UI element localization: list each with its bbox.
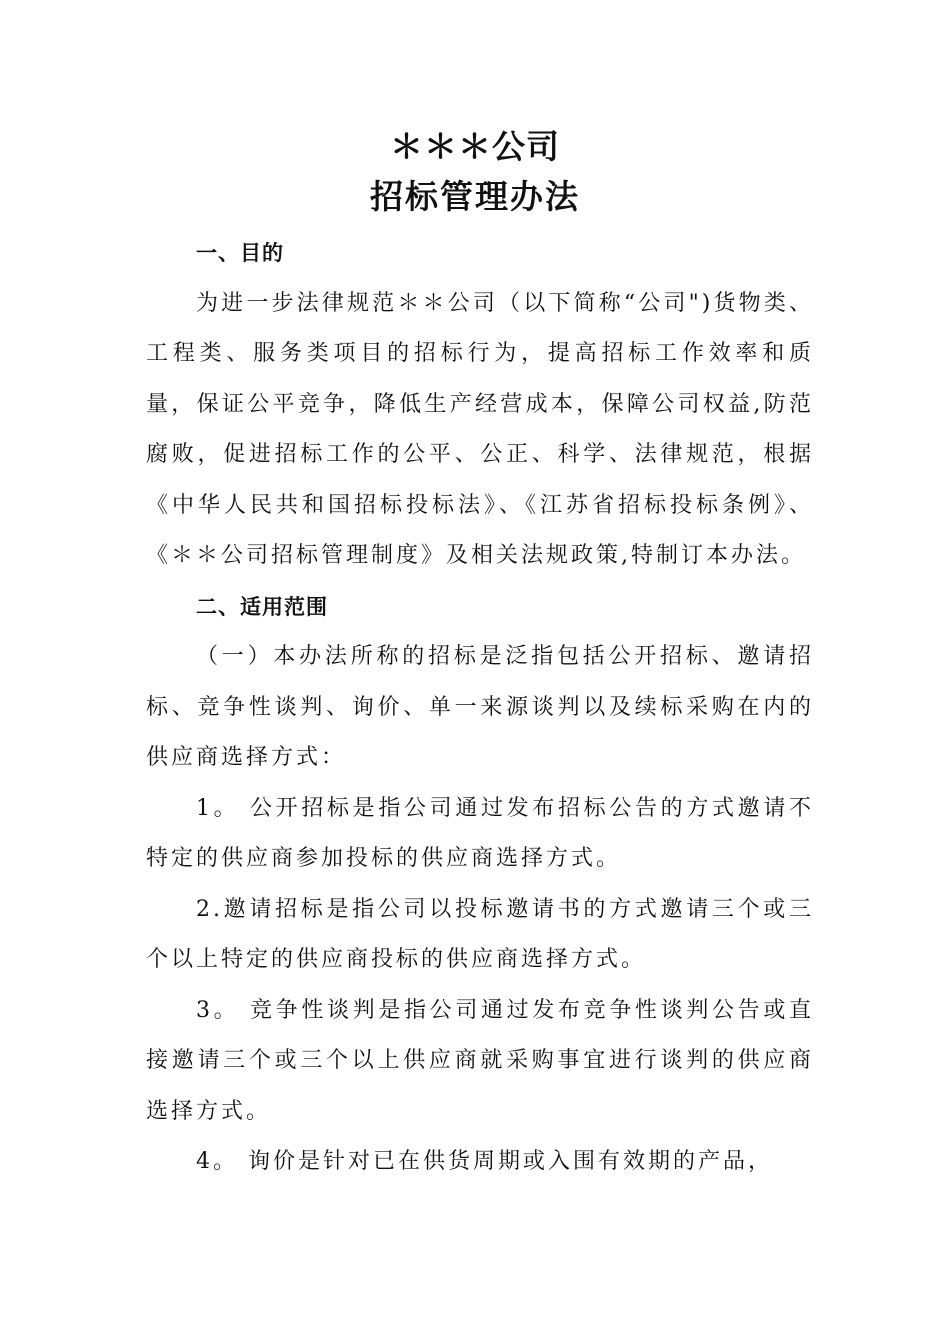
paragraph-scope-intro: （一）本办法所称的招标是泛指包括公开招标、邀请招标、竞争性谈判、询价、单一来源谈判以及续标采购在内的供应商选择方式： — [146, 644, 814, 770]
section-heading-purpose: 一、目的 — [196, 241, 284, 265]
paragraph-scope-item-4: 4。 询价是针对已在供货周期或入围有效期的产品， — [196, 1149, 773, 1174]
paragraph-scope-item-1: 1。 公开招标是指公司通过发布招标公告的方式邀请不特定的供应商参加投标的供应商选择方式。 — [146, 795, 814, 871]
paragraph-purpose: 为进一步法律规范＊＊公司（以下简称“公司")货物类、工程类、服务类项目的招标行为，提高招标工作效率和质量，保证公平竞争，降低生产经营成本，保障公司权益,防范腐败，促进招标工作的公平、公正、科学、法律规范，根据《中华人民共和国招标投标法》、《江苏省招标投标条例》、《＊＊公司招标管理制度》及相关法规政策,特制订本办法。 — [146, 290, 814, 568]
document-company-title: ＊＊＊公司 — [390, 127, 560, 166]
paragraph-scope-item-3: 3。 竞争性谈判是指公司通过发布竞争性谈判公告或直接邀请三个或三个以上供应商就采购事宜进行谈判的供应商选择方式。 — [146, 997, 814, 1124]
document-body — [146, 228, 814, 1188]
section-heading-scope: 二、适用范围 — [196, 594, 328, 619]
paragraph-scope-item-2: 2.邀请招标是指公司以投标邀请书的方式邀请三个或三个以上特定的供应商投标的供应商选择方式。 — [146, 896, 814, 972]
document-main-title: 招标管理办法 — [370, 177, 580, 216]
